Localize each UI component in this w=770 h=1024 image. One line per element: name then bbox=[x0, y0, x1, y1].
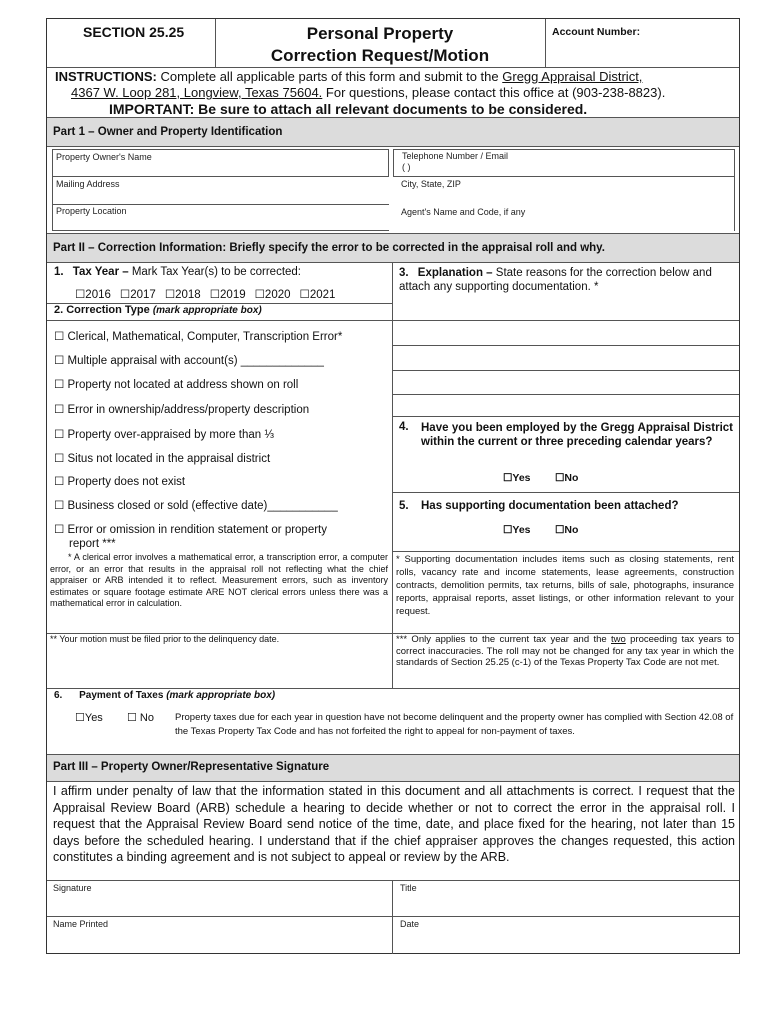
explanation-line-2[interactable] bbox=[393, 346, 739, 370]
date-field[interactable] bbox=[393, 917, 738, 953]
q6-no-checkbox[interactable]: ☐ No bbox=[127, 712, 154, 724]
option-does-not-exist[interactable]: ☐ Property does not exist bbox=[54, 476, 186, 488]
q6-note: (mark appropriate box) bbox=[166, 690, 276, 701]
instructions-line1 bbox=[55, 69, 735, 85]
important-note: IMPORTANT: Be sure to attach all relevant documents to be considered. bbox=[109, 101, 588, 117]
phone-email-field[interactable] bbox=[393, 149, 735, 177]
account-number-field[interactable] bbox=[546, 39, 738, 66]
year-2016-checkbox[interactable]: ☐2016 bbox=[75, 289, 111, 301]
form-title-line2: Correction Request/Motion bbox=[270, 46, 490, 65]
city-state-zip-field[interactable] bbox=[393, 177, 735, 205]
instructions-line2 bbox=[55, 85, 735, 101]
option-multiple-appraisal[interactable]: ☐ Multiple appraisal with account(s) _____________ bbox=[54, 355, 324, 367]
explanation-label: Explanation – bbox=[417, 267, 493, 279]
option-ownership-error[interactable]: ☐ Error in ownership/address/property description bbox=[54, 404, 310, 416]
q6-yes-checkbox[interactable]: ☐Yes bbox=[75, 712, 103, 724]
account-number-label: Account Number: bbox=[552, 26, 641, 38]
date-label: Date bbox=[400, 919, 420, 929]
address-link[interactable]: 4367 W. Loop 281, Longview, Texas 75604. bbox=[71, 85, 323, 100]
q5-yes-checkbox[interactable]: ☐Yes bbox=[503, 524, 531, 536]
option-situs-not-located[interactable]: ☐ Situs not located in the appraisal district bbox=[54, 453, 271, 465]
title-field[interactable] bbox=[393, 881, 738, 915]
option-over-appraised[interactable]: ☐ Property over-appraised by more than ⅓ bbox=[54, 429, 274, 441]
tax-year-row bbox=[54, 266, 389, 278]
agent-field[interactable] bbox=[393, 205, 735, 231]
delinquency-note: ** Your motion must be filed prior to the delinquency date. bbox=[50, 634, 280, 644]
year-2021-checkbox[interactable]: ☐2021 bbox=[299, 289, 336, 301]
q5-num: 5. bbox=[399, 500, 409, 512]
part2-header bbox=[47, 233, 739, 263]
mailing-address-field[interactable] bbox=[52, 177, 389, 205]
city-state-zip-label: City, State, ZIP bbox=[401, 179, 461, 189]
year-2019-checkbox[interactable]: ☐2019 bbox=[209, 289, 246, 301]
q4-text: Have you been employed by the Gregg Appraisal District within the current or three preceding calendar years? bbox=[421, 422, 733, 448]
part1-header bbox=[47, 117, 739, 147]
q5-text: Has supporting documentation been attached? bbox=[421, 500, 679, 512]
affirmation-text: I affirm under penalty of law that the information stated in this document and all attachments is correct. I request that the Appraisal Review Board (ARB) schedule a hearing to decide whether or not to correct the error in the appraisal roll. I request that the Appraisal Review Board send notice of the time, date, and place fixed for the hearing, not later than 15 days before the scheduled hearing. I understand that if the chief appraiser approves the changes requested, this action constitutes a binding agreement and is not subject to appeal or review by the ARB. bbox=[53, 784, 735, 864]
correction-type-note: (mark appropriate box) bbox=[152, 305, 262, 316]
owner-name-label: Property Owner's Name bbox=[56, 152, 152, 162]
explanation-line-3[interactable] bbox=[393, 371, 739, 394]
explanation-heading bbox=[399, 266, 734, 294]
owner-name-field[interactable] bbox=[52, 149, 389, 177]
correction-type-label: 2. Correction Type bbox=[54, 304, 150, 316]
tax-year-text: Mark Tax Year(s) to be corrected: bbox=[128, 266, 302, 278]
instructions-text1: Complete all applicable parts of this form and submit to the bbox=[156, 69, 503, 84]
q6-label: Payment of Taxes bbox=[79, 690, 164, 701]
current-year-note bbox=[396, 634, 734, 669]
signature-field[interactable] bbox=[48, 881, 391, 915]
year-2017-checkbox[interactable]: ☐2017 bbox=[119, 289, 156, 301]
title-label: Title bbox=[400, 883, 417, 893]
tax-year-num: 1. bbox=[54, 266, 64, 278]
part1-heading: Part 1 – Owner and Property Identification bbox=[53, 126, 283, 138]
explanation-num: 3. bbox=[399, 267, 409, 279]
explanation-text: State reasons for the correction below and attach any supporting documentation. * bbox=[399, 267, 712, 293]
current-year-two: two bbox=[611, 634, 626, 645]
name-printed-label: Name Printed bbox=[53, 919, 109, 929]
current-year-note-a: *** Only applies to the current tax year and the bbox=[396, 634, 612, 645]
part3-header bbox=[47, 754, 739, 782]
correction-type-heading bbox=[54, 304, 262, 316]
q6-heading bbox=[54, 690, 275, 701]
q6-num: 6. bbox=[54, 690, 63, 701]
instructions bbox=[55, 69, 735, 117]
district-link[interactable]: Gregg Appraisal District, bbox=[502, 69, 643, 84]
q4-num: 4. bbox=[399, 421, 409, 433]
year-2018-checkbox[interactable]: ☐2018 bbox=[164, 289, 201, 301]
instructions-text2: For questions, please contact this office at (903-238-8823). bbox=[322, 85, 666, 100]
part3-heading: Part III – Property Owner/Representative Signature bbox=[53, 761, 330, 773]
option-business-closed[interactable]: ☐ Business closed or sold (effective date)___________ bbox=[54, 500, 338, 512]
agent-label: Agent's Name and Code, if any bbox=[401, 207, 526, 217]
instructions-lead: INSTRUCTIONS: bbox=[55, 69, 157, 84]
tax-year-options bbox=[75, 287, 390, 301]
q5-no-checkbox[interactable]: ☐No bbox=[555, 524, 579, 536]
phone-email-label: Telephone Number / Email bbox=[402, 151, 509, 161]
clerical-error-note: * A clerical error involves a mathematical error, a transcription error, a computer error, or an error that results in the appraisal roll not reflecting what the chief appraiser or ARB intended it to reflect. Measurement errors, such as inventory estimates or square footage estimate ARE NOT clerical errors unless there was a mathematical error in calculation. bbox=[50, 552, 388, 608]
option-clerical-error[interactable]: ☐ Clerical, Mathematical, Computer, Transcription Error* bbox=[54, 331, 343, 343]
form-title-line1: Personal Property bbox=[306, 24, 454, 43]
supporting-doc-note: * Supporting documentation includes items such as closing statements, rent rolls, vacancy rate and income statements, lease agreements, construction contracts, demolition permits, tax returns, bills of sale, photographs, insurance reports, appraisal reports, asset listings, or other information relevant to your request. bbox=[396, 554, 734, 617]
correction-form bbox=[46, 18, 740, 954]
mailing-address-label: Mailing Address bbox=[56, 179, 120, 189]
phone-paren: ( ) bbox=[402, 162, 411, 172]
tax-year-label: Tax Year – bbox=[72, 266, 129, 278]
year-2020-checkbox[interactable]: ☐2020 bbox=[254, 289, 291, 301]
property-location-label: Property Location bbox=[56, 206, 127, 216]
q6-text: Property taxes due for each year in question have not become delinquent and the property owner has complied with Section 42.08 of the Texas Property Tax Code and has not forfeited the right to appeal for non-payment of taxes. bbox=[175, 712, 734, 737]
part2-heading: Part II – Correction Information: Briefly specify the error to be corrected in the appraisal roll and why. bbox=[53, 242, 605, 254]
option-rendition-cont: report *** bbox=[69, 538, 116, 550]
name-printed-field[interactable] bbox=[48, 917, 391, 953]
signature-label: Signature bbox=[53, 883, 92, 893]
section-number: SECTION 25.25 bbox=[83, 24, 185, 40]
q4-yes-checkbox[interactable]: ☐Yes bbox=[503, 472, 531, 484]
current-year-note-b: proceeding tax years to correct inaccuracies. The roll may not be changed for any tax year in which the standards of Section 25.25 (c-1) of the Texas Property Tax Code are not met. bbox=[396, 634, 734, 668]
q4-no-checkbox[interactable]: ☐No bbox=[555, 472, 579, 484]
explanation-line-1[interactable] bbox=[393, 321, 739, 345]
property-location-field[interactable] bbox=[52, 205, 389, 231]
option-rendition-error[interactable]: ☐ Error or omission in rendition statement or property bbox=[54, 524, 328, 536]
option-not-located[interactable]: ☐ Property not located at address shown on roll bbox=[54, 379, 299, 391]
